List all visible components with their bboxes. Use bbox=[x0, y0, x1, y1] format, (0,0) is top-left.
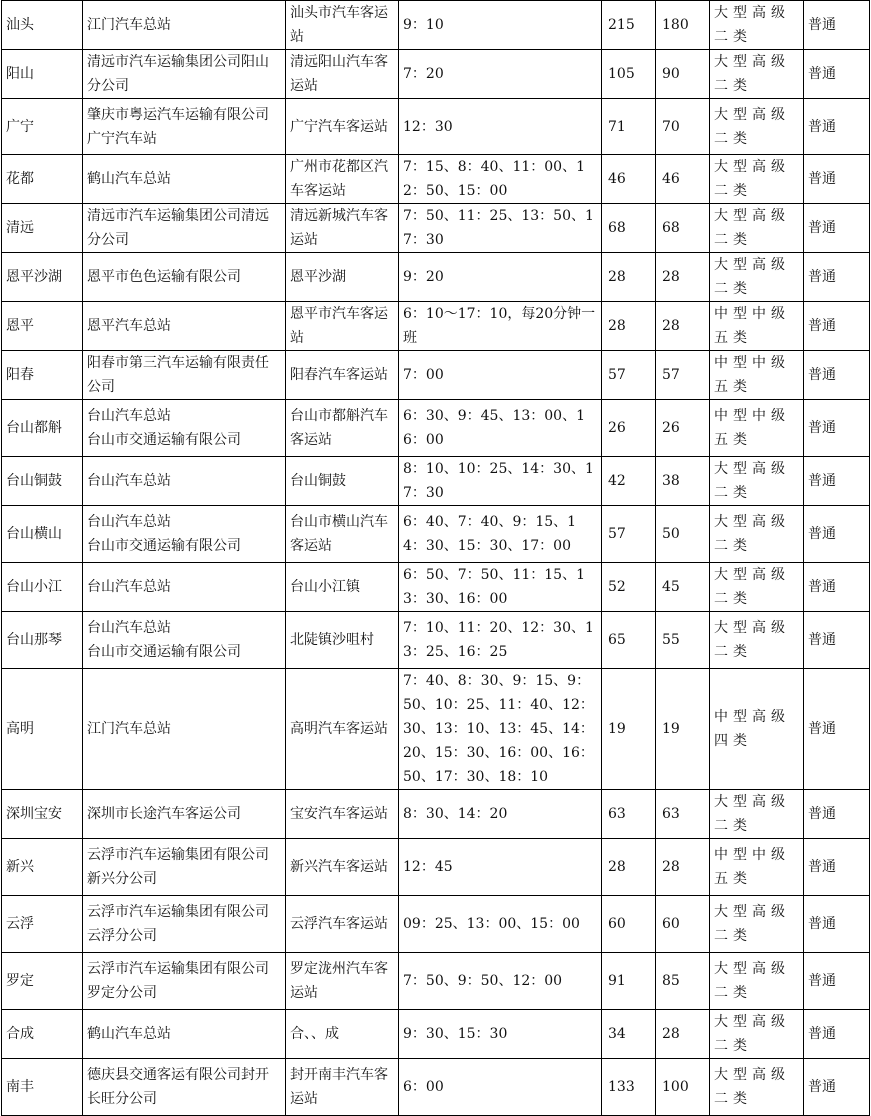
cell-distance: 34 bbox=[602, 1010, 656, 1059]
cell-destination: 阳山 bbox=[2, 50, 83, 99]
cell-distance: 57 bbox=[602, 506, 656, 563]
cell-vehicle-grade: 中型中级五类 bbox=[710, 839, 804, 896]
cell-distance: 26 bbox=[602, 400, 656, 457]
cell-terminal: 云浮汽车客运站 bbox=[286, 896, 399, 953]
cell-vehicle-grade: 中型中级五类 bbox=[710, 302, 804, 351]
cell-service-type: 普通 bbox=[804, 204, 870, 253]
cell-terminal: 台山小江镇 bbox=[286, 563, 399, 612]
cell-fare: 46 bbox=[656, 155, 710, 204]
cell-distance: 57 bbox=[602, 351, 656, 400]
cell-terminal: 台山市都斛汽车客运站 bbox=[286, 400, 399, 457]
cell-vehicle-grade: 中型中级五类 bbox=[710, 351, 804, 400]
cell-departure-times: 7：50、11：25、13：50、17：30 bbox=[399, 204, 602, 253]
cell-destination: 恩平 bbox=[2, 302, 83, 351]
cell-distance: 28 bbox=[602, 302, 656, 351]
cell-operator: 江门汽车总站 bbox=[83, 669, 286, 790]
table-row bbox=[2, 839, 870, 896]
cell-service-type: 普通 bbox=[804, 1059, 870, 1116]
cell-vehicle-grade: 大型高级二类 bbox=[710, 790, 804, 839]
cell-distance: 71 bbox=[602, 99, 656, 155]
cell-service-type: 普通 bbox=[804, 302, 870, 351]
cell-fare: 19 bbox=[656, 669, 710, 790]
cell-fare: 180 bbox=[656, 1, 710, 50]
cell-vehicle-grade: 大型高级二类 bbox=[710, 506, 804, 563]
cell-fare: 100 bbox=[656, 1059, 710, 1116]
cell-destination: 台山那琴 bbox=[2, 612, 83, 669]
cell-fare: 70 bbox=[656, 99, 710, 155]
table-row bbox=[2, 506, 870, 563]
cell-departure-times: 9：10 bbox=[399, 1, 602, 50]
cell-departure-times: 12：45 bbox=[399, 839, 602, 896]
cell-fare: 57 bbox=[656, 351, 710, 400]
cell-terminal: 清远阳山汽车客运站 bbox=[286, 50, 399, 99]
cell-fare: 28 bbox=[656, 302, 710, 351]
cell-service-type: 普通 bbox=[804, 1010, 870, 1059]
cell-vehicle-grade: 大型高级二类 bbox=[710, 155, 804, 204]
cell-fare: 68 bbox=[656, 204, 710, 253]
cell-departure-times: 6：40、7：40、9：15、14：30、15：30、17：00 bbox=[399, 506, 602, 563]
cell-service-type: 普通 bbox=[804, 351, 870, 400]
cell-terminal: 罗定泷州汽车客运站 bbox=[286, 953, 399, 1010]
cell-vehicle-grade: 大型高级二类 bbox=[710, 563, 804, 612]
cell-vehicle-grade: 大型高级二类 bbox=[710, 953, 804, 1010]
cell-fare: 90 bbox=[656, 50, 710, 99]
cell-vehicle-grade: 中型中级五类 bbox=[710, 400, 804, 457]
table-row bbox=[2, 1059, 870, 1116]
cell-service-type: 普通 bbox=[804, 155, 870, 204]
cell-operator: 台山汽车总站 台山市交通运输有限公司 bbox=[83, 400, 286, 457]
cell-fare: 45 bbox=[656, 563, 710, 612]
cell-vehicle-grade: 大型高级二类 bbox=[710, 1059, 804, 1116]
cell-terminal: 广州市花都区汽车客运站 bbox=[286, 155, 399, 204]
cell-operator: 云浮市汽车运输集团有限公司罗定分公司 bbox=[83, 953, 286, 1010]
cell-operator: 恩平市色色运输有限公司 bbox=[83, 253, 286, 302]
cell-terminal: 北陡镇沙咀村 bbox=[286, 612, 399, 669]
cell-terminal: 恩平沙湖 bbox=[286, 253, 399, 302]
cell-departure-times: 6：30、9：45、13：00、16：00 bbox=[399, 400, 602, 457]
cell-destination: 台山小江 bbox=[2, 563, 83, 612]
cell-departure-times: 8：30、14：20 bbox=[399, 790, 602, 839]
cell-distance: 28 bbox=[602, 253, 656, 302]
cell-departure-times: 7：10、11：20、12：30、13：25、16：25 bbox=[399, 612, 602, 669]
cell-destination: 汕头 bbox=[2, 1, 83, 50]
cell-distance: 105 bbox=[602, 50, 656, 99]
route-schedule-table bbox=[1, 0, 870, 1116]
table-row bbox=[2, 302, 870, 351]
cell-fare: 85 bbox=[656, 953, 710, 1010]
cell-service-type: 普通 bbox=[804, 506, 870, 563]
table-row bbox=[2, 400, 870, 457]
cell-service-type: 普通 bbox=[804, 669, 870, 790]
cell-operator: 深圳市长途汽车客运公司 bbox=[83, 790, 286, 839]
cell-fare: 28 bbox=[656, 839, 710, 896]
cell-fare: 28 bbox=[656, 1010, 710, 1059]
cell-destination: 合成 bbox=[2, 1010, 83, 1059]
cell-vehicle-grade: 大型高级二类 bbox=[710, 253, 804, 302]
cell-destination: 清远 bbox=[2, 204, 83, 253]
cell-destination: 恩平沙湖 bbox=[2, 253, 83, 302]
cell-fare: 38 bbox=[656, 457, 710, 506]
cell-service-type: 普通 bbox=[804, 253, 870, 302]
cell-operator: 鹤山汽车总站 bbox=[83, 155, 286, 204]
table-row bbox=[2, 99, 870, 155]
cell-destination: 广宁 bbox=[2, 99, 83, 155]
cell-destination: 新兴 bbox=[2, 839, 83, 896]
cell-terminal: 合、、成 bbox=[286, 1010, 399, 1059]
cell-vehicle-grade: 大型高级二类 bbox=[710, 1, 804, 50]
cell-fare: 63 bbox=[656, 790, 710, 839]
cell-vehicle-grade: 大型高级二类 bbox=[710, 457, 804, 506]
cell-terminal: 广宁汽车客运站 bbox=[286, 99, 399, 155]
cell-distance: 215 bbox=[602, 1, 656, 50]
cell-departure-times: 09：25、13：00、15：00 bbox=[399, 896, 602, 953]
cell-vehicle-grade: 大型高级二类 bbox=[710, 1010, 804, 1059]
table-row bbox=[2, 204, 870, 253]
cell-terminal: 恩平市汽车客运站 bbox=[286, 302, 399, 351]
cell-operator: 德庆县交通客运有限公司封开长旺分公司 bbox=[83, 1059, 286, 1116]
cell-destination: 罗定 bbox=[2, 953, 83, 1010]
cell-departure-times: 7：50、9：50、12：00 bbox=[399, 953, 602, 1010]
cell-distance: 60 bbox=[602, 896, 656, 953]
cell-service-type: 普通 bbox=[804, 563, 870, 612]
cell-terminal: 清远新城汽车客运站 bbox=[286, 204, 399, 253]
cell-operator: 台山汽车总站 台山市交通运输有限公司 bbox=[83, 506, 286, 563]
cell-vehicle-grade: 大型高级二类 bbox=[710, 99, 804, 155]
cell-distance: 42 bbox=[602, 457, 656, 506]
table-row bbox=[2, 612, 870, 669]
cell-distance: 65 bbox=[602, 612, 656, 669]
cell-departure-times: 6：10～17：10，每20分钟一班 bbox=[399, 302, 602, 351]
table-row bbox=[2, 50, 870, 99]
cell-terminal: 台山铜鼓 bbox=[286, 457, 399, 506]
table-row bbox=[2, 953, 870, 1010]
cell-service-type: 普通 bbox=[804, 612, 870, 669]
cell-departure-times: 8：10、10：25、14：30、17：30 bbox=[399, 457, 602, 506]
table-row bbox=[2, 351, 870, 400]
cell-operator: 台山汽车总站 台山市交通运输有限公司 bbox=[83, 612, 286, 669]
cell-distance: 52 bbox=[602, 563, 656, 612]
cell-fare: 55 bbox=[656, 612, 710, 669]
cell-service-type: 普通 bbox=[804, 400, 870, 457]
cell-service-type: 普通 bbox=[804, 457, 870, 506]
cell-service-type: 普通 bbox=[804, 896, 870, 953]
cell-destination: 台山铜鼓 bbox=[2, 457, 83, 506]
cell-vehicle-grade: 大型高级二类 bbox=[710, 612, 804, 669]
cell-service-type: 普通 bbox=[804, 953, 870, 1010]
cell-distance: 46 bbox=[602, 155, 656, 204]
cell-vehicle-grade: 大型高级二类 bbox=[710, 204, 804, 253]
cell-vehicle-grade: 大型高级二类 bbox=[710, 896, 804, 953]
cell-vehicle-grade: 中型高级四类 bbox=[710, 669, 804, 790]
cell-distance: 28 bbox=[602, 839, 656, 896]
table-row bbox=[2, 1, 870, 50]
cell-terminal: 台山市横山汽车客运站 bbox=[286, 506, 399, 563]
cell-operator: 鹤山汽车总站 bbox=[83, 1010, 286, 1059]
cell-operator: 清远市汽车运输集团公司清远分公司 bbox=[83, 204, 286, 253]
cell-distance: 133 bbox=[602, 1059, 656, 1116]
cell-fare: 26 bbox=[656, 400, 710, 457]
cell-terminal: 汕头市汽车客运站 bbox=[286, 1, 399, 50]
cell-fare: 60 bbox=[656, 896, 710, 953]
cell-departure-times: 6：50、7：50、11：15、13：30、16：00 bbox=[399, 563, 602, 612]
cell-departure-times: 9：20 bbox=[399, 253, 602, 302]
cell-service-type: 普通 bbox=[804, 1, 870, 50]
cell-operator: 江门汽车总站 bbox=[83, 1, 286, 50]
cell-terminal: 阳春汽车客运站 bbox=[286, 351, 399, 400]
table-body bbox=[2, 1, 870, 1116]
table-row bbox=[2, 457, 870, 506]
cell-fare: 50 bbox=[656, 506, 710, 563]
cell-terminal: 封开南丰汽车客运站 bbox=[286, 1059, 399, 1116]
cell-terminal: 宝安汽车客运站 bbox=[286, 790, 399, 839]
table-row bbox=[2, 790, 870, 839]
cell-destination: 台山都斛 bbox=[2, 400, 83, 457]
cell-terminal: 新兴汽车客运站 bbox=[286, 839, 399, 896]
table-row bbox=[2, 155, 870, 204]
cell-departure-times: 7：20 bbox=[399, 50, 602, 99]
table-row bbox=[2, 1010, 870, 1059]
cell-departure-times: 7：15、8：40、11：00、12：50、15：00 bbox=[399, 155, 602, 204]
cell-destination: 台山横山 bbox=[2, 506, 83, 563]
cell-operator: 清远市汽车运输集团公司阳山分公司 bbox=[83, 50, 286, 99]
cell-destination: 花都 bbox=[2, 155, 83, 204]
cell-operator: 台山汽车总站 bbox=[83, 563, 286, 612]
cell-operator: 云浮市汽车运输集团有限公司云浮分公司 bbox=[83, 896, 286, 953]
table-row bbox=[2, 669, 870, 790]
cell-operator: 台山汽车总站 bbox=[83, 457, 286, 506]
cell-departure-times: 12：30 bbox=[399, 99, 602, 155]
table-row bbox=[2, 563, 870, 612]
table-row bbox=[2, 896, 870, 953]
cell-service-type: 普通 bbox=[804, 790, 870, 839]
cell-distance: 19 bbox=[602, 669, 656, 790]
cell-departure-times: 9：30、15：30 bbox=[399, 1010, 602, 1059]
cell-distance: 91 bbox=[602, 953, 656, 1010]
cell-vehicle-grade: 大型高级二类 bbox=[710, 50, 804, 99]
cell-destination: 深圳宝安 bbox=[2, 790, 83, 839]
cell-terminal: 高明汽车客运站 bbox=[286, 669, 399, 790]
cell-service-type: 普通 bbox=[804, 839, 870, 896]
cell-distance: 68 bbox=[602, 204, 656, 253]
cell-service-type: 普通 bbox=[804, 50, 870, 99]
cell-destination: 云浮 bbox=[2, 896, 83, 953]
cell-destination: 高明 bbox=[2, 669, 83, 790]
cell-operator: 肇庆市粤运汽车运输有限公司广宁汽车站 bbox=[83, 99, 286, 155]
cell-operator: 云浮市汽车运输集团有限公司新兴分公司 bbox=[83, 839, 286, 896]
cell-destination: 南丰 bbox=[2, 1059, 83, 1116]
cell-operator: 阳春市第三汽车运输有限责任公司 bbox=[83, 351, 286, 400]
cell-service-type: 普通 bbox=[804, 99, 870, 155]
cell-operator: 恩平汽车总站 bbox=[83, 302, 286, 351]
cell-departure-times: 7：00 bbox=[399, 351, 602, 400]
cell-distance: 63 bbox=[602, 790, 656, 839]
table-row bbox=[2, 253, 870, 302]
cell-departure-times: 6：00 bbox=[399, 1059, 602, 1116]
cell-destination: 阳春 bbox=[2, 351, 83, 400]
cell-departure-times: 7：40、8：30、9：15、9：50、10：25、11：40、12：30、13：10、13：45、14：20、15：30、16：00、16：50、17：30、18：10 bbox=[399, 669, 602, 790]
cell-fare: 28 bbox=[656, 253, 710, 302]
